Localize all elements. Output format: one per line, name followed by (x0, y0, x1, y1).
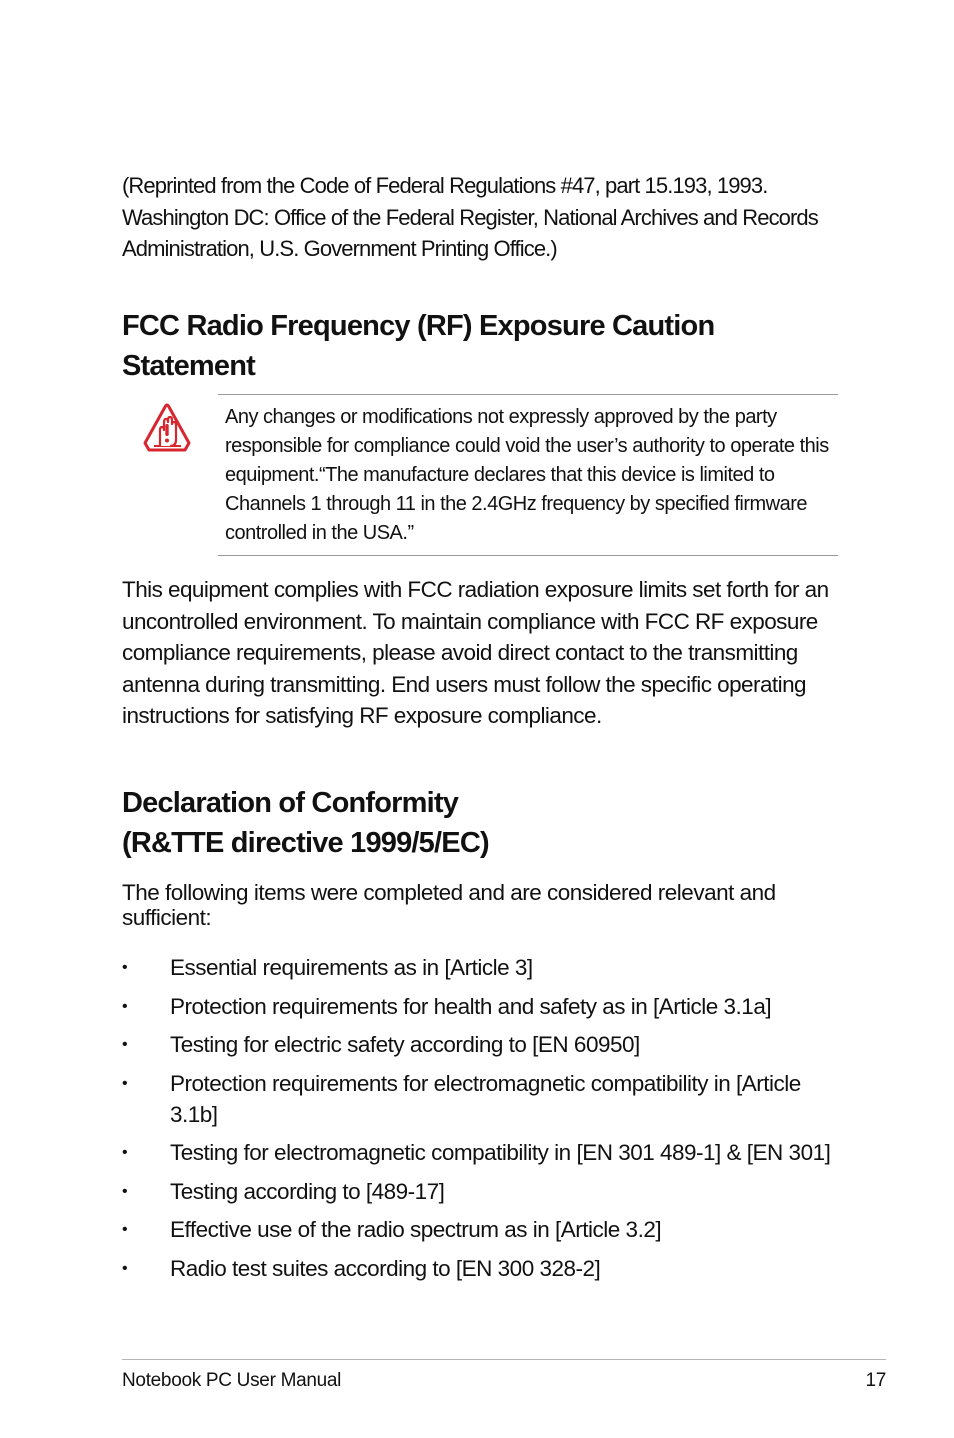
list-item (122, 991, 847, 1022)
page-number: 17 (865, 1370, 886, 1391)
caution-box (218, 394, 838, 556)
list-item-text: Protection requirements for health and safety as in [Article 3.1a] (170, 993, 772, 1019)
doc-heading-line1: Declaration of Conformity (122, 787, 459, 819)
list-item-text: Essential requirements as in [Article 3] (170, 955, 533, 980)
fcc-body-paragraph: This equipment complies with FCC radiation exposure limits set forth for an uncontrolled environment. To maintain compliance with FCC RF exposure compliance requirements, please avoid direct contact to the transmitting antenna during transmitting. End users must follow the specific operating instructions for satisfying RF exposure compliance. (122, 577, 829, 728)
warning-hand-icon (141, 400, 193, 456)
list-item-text: Testing for electric safety according to [EN 60950] (170, 1032, 640, 1057)
list-item-text: Testing according to [489-17] (170, 1178, 445, 1204)
requirements-list (122, 952, 847, 1291)
list-item (122, 952, 847, 983)
list-item-text: Radio test suites according to [EN 300 328-2] (170, 1255, 601, 1281)
doc-heading-line2: (R&TTE directive 1999/5/EC) (122, 827, 489, 859)
list-item (122, 1176, 847, 1207)
footer-title: Notebook PC User Manual (122, 1370, 342, 1391)
list-item (122, 1253, 847, 1284)
list-item-text: Effective use of the radio spectrum as in [Article 3.2] (170, 1217, 662, 1242)
bullet-icon: • (122, 1144, 128, 1161)
list-item (122, 1137, 847, 1168)
fcc-heading: FCC Radio Frequency (RF) Exposure Caution Statement (122, 310, 715, 382)
list-item (122, 1029, 847, 1060)
list-item (122, 1214, 847, 1245)
bullet-icon: • (122, 959, 128, 976)
bullet-icon: • (122, 1074, 128, 1092)
bullet-icon: • (122, 1259, 128, 1277)
list-item (122, 1068, 847, 1130)
bullet-icon: • (122, 1036, 128, 1053)
list-item-text: Testing for electromagnetic compatibility in [EN 301 489-1] & [EN 301] (170, 1140, 831, 1165)
doc-heading (122, 783, 842, 863)
bullet-icon: • (122, 1182, 128, 1200)
reprint-note: (Reprinted from the Code of Federal Regulations #47, part 15.193, 1993. Washington DC: Office of the Federal Register, National Archives and Records Administration, U.S. Government Printing Office.) (122, 173, 818, 261)
bullet-icon: • (122, 997, 128, 1015)
bullet-icon: • (122, 1221, 128, 1238)
doc-intro: The following items were completed and are considered relevant and sufficient: (122, 880, 776, 930)
list-item-text: Protection requirements for electromagnetic compatibility in [Article 3.1b] (170, 1070, 801, 1127)
footer-divider (122, 1359, 886, 1360)
caution-text: Any changes or modifications not expressly approved by the party responsible for compliance could void the user’s authority to operate this equipment.“The manufacture declares that this device is limited to Channels 1 through 11 in the 2.4GHz frequency by specified firmware controlled in the USA.” (225, 406, 829, 544)
